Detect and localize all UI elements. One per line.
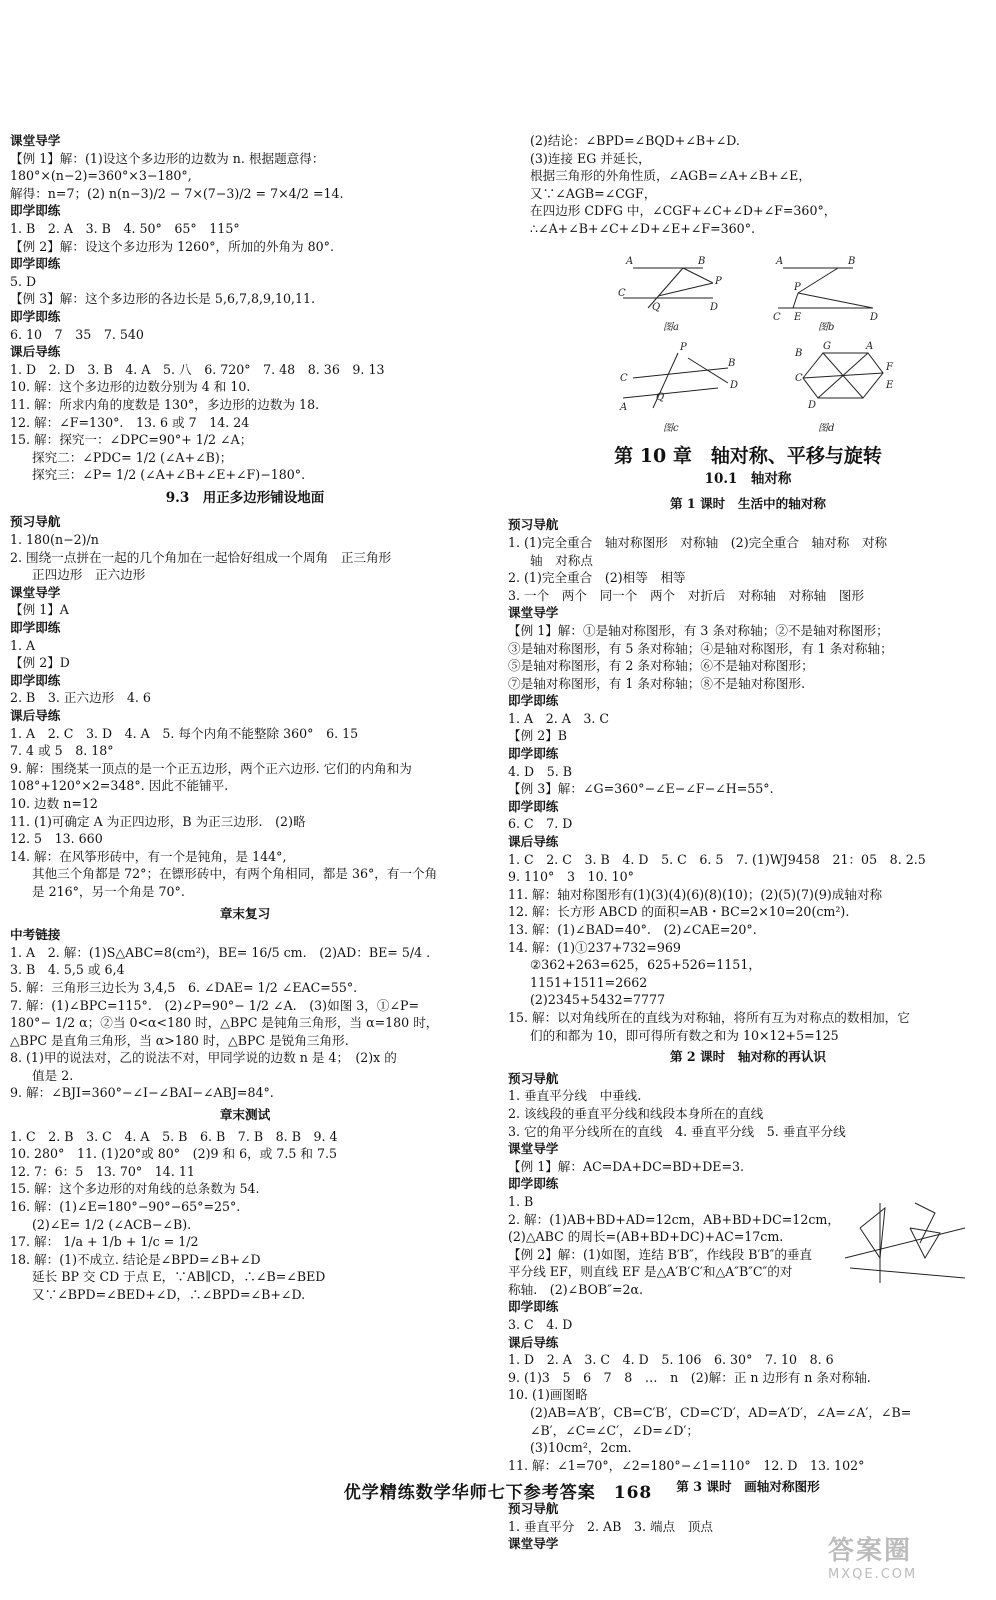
answer-line: 9. 110° 3 10. 10° [508, 869, 634, 885]
fig-d-label: D [808, 399, 817, 411]
section-heading: 预习导航 [508, 517, 559, 533]
section-heading: 即学即练 [10, 672, 61, 688]
answer-line: 【例 3】解：∠G=360°−∠E−∠F−∠H=55°. [508, 781, 774, 797]
answer-line: 平分线 EF，则直线 EF 是△A′B′C′和△A″B″C″的对 [508, 1264, 793, 1280]
answer-line: 5. 解：三角形三边长为 3,4,5 6. ∠DAE= 1/2 ∠EAC=55°. [10, 979, 358, 995]
fig-b-label: P [794, 281, 801, 293]
answer-line: ⑤是轴对称图形，有 2 条对称轴；⑥不是轴对称图形； [508, 658, 814, 674]
answer-line: 8. (1)甲的说法对，乙的说法不对，甲同学说的边数 n 是 4； (2)x 的 [10, 1050, 397, 1066]
answer-line: 4. D 5. B [508, 763, 572, 779]
section-heading: 预习导航 [508, 1070, 559, 1086]
answer-line: 2. (1)完全重合 (2)相等 相等 [508, 570, 686, 586]
answer-line: 【例 1】解：AC=DA+DC=BD+DE=3. [508, 1158, 745, 1174]
right-column [508, 132, 988, 1553]
section-heading: 预习导航 [10, 514, 61, 530]
answer-line: 180°− 1/2 α；②当 0<α<180 时，△BPC 是钝角三角形，当 α=180 时， [10, 1015, 439, 1031]
answer-line: ③是轴对称图形，有 5 条对称轴；④是轴对称图形，有 1 条对称轴； [508, 640, 893, 656]
answer-line: (2)AB=A′B′，CB=C′B′，CD=C′D′，AD=A′D′，∠A=∠A′，∠B= [530, 1405, 912, 1421]
answer-line: 们的和都为 10，即可得所有数之和为 10×12+5=125 [530, 1027, 839, 1043]
section-heading: 课后导练 [10, 708, 61, 723]
answer-line: 1. A 2. A 3. C [508, 710, 610, 726]
answer-line: 10. 解：这个多边形的边数分别为 4 和 10. [10, 379, 251, 395]
answer-line: 10. 边数 n=12 [10, 795, 98, 811]
fig-a-label: C [618, 287, 626, 299]
answer-line: 根据三角形的外角性质，∠AGB=∠A+∠B+∠E， [530, 168, 811, 184]
answer-line: 12. 5 13. 660 [10, 831, 103, 847]
section-heading: 课堂导学 [508, 1141, 559, 1157]
fig-c-label: D [730, 379, 739, 391]
answer-line: 15. 解：这个多边形的对角线的总条数为 54. [10, 1181, 260, 1197]
angle-figures [508, 238, 988, 438]
fig-d-label: B [795, 347, 803, 359]
fig-a-label: Q [652, 301, 661, 313]
answer-line: 值是 2. [32, 1067, 74, 1083]
section-title: 章末复习 [219, 905, 271, 921]
answer-line: △BPC 是直角三角形，当 α>180 时，△BPC 是锐角三角形. [10, 1032, 349, 1048]
answer-line: 【例 1】解：(1)设这个多边形的边数为 n. 根据题意得： [10, 150, 325, 166]
answer-line: 探究三：∠P= 1/2 (∠A+∠B+∠E+∠F)−180°. [32, 467, 306, 483]
answer-line: 解得：n=7；(2) n(n−3)/2 − 7×(7−3)/2 = 7×4/2 =14. [10, 185, 344, 201]
answer-line: 1. A [10, 637, 36, 653]
section-heading: 即学即练 [10, 308, 61, 324]
answer-line: (2)2345+5432=7777 [530, 992, 666, 1008]
fig-c-label: Q [656, 391, 665, 403]
answer-line: 是 216°，另一个角是 70°. [32, 883, 185, 899]
section-title: 9.3 用正多边形铺设地面 [165, 489, 325, 506]
section-heading: 即学即练 [508, 1176, 559, 1192]
fig-b-label: D [870, 311, 879, 323]
answer-line: 7. 4 或 5 8. 18° [10, 743, 114, 759]
answer-line: 12. 解：∠F=130°. 13. 6 或 7 14. 24 [10, 414, 250, 430]
answer-line: (3)10cm²，2cm. [530, 1440, 632, 1456]
section-heading: 即学即练 [508, 1299, 559, 1315]
answer-line: 【例 2】解：设这个多边形为 1260°，所加的外角为 80°. [10, 238, 334, 254]
answer-line: (2)结论：∠BPD=∠BQD+∠B+∠D. [530, 133, 740, 148]
answer-line: 1. A 2. C 3. D 4. A 5. 每个内角不能整除 360° 6. 15 [10, 725, 359, 741]
answer-line: 探究二：∠PDC= 1/2 (∠A+∠B)； [32, 449, 233, 465]
answer-line: 9. (1)3 5 6 7 8 … n (2)解：正 n 边形有 n 条对称轴. [508, 1369, 871, 1385]
fig-d-label: A [866, 340, 874, 352]
section-title: 第 1 课时 生活中的轴对称 [669, 495, 827, 511]
fig-a-label: B [698, 255, 706, 267]
watermark-line-1: 答案圈 [828, 1536, 913, 1566]
answer-line: 15. 解：以对角线所在的直线为对称轴，将所有互为对称点的数相加，它 [508, 1009, 910, 1025]
answer-line: 14. 解：(1)①237+732=969 [508, 939, 681, 955]
fig-d-label: C [795, 372, 803, 384]
fig-d-label: F [886, 361, 893, 373]
answer-line: 14. 解：在风筝形砖中，有一个是钝角，是 144°, [10, 848, 287, 864]
section-heading: 即学即练 [508, 693, 559, 709]
answer-line: 轴 对称点 [530, 552, 593, 568]
answer-line: 1. B [508, 1193, 534, 1209]
section-heading: 课后导练 [508, 834, 559, 850]
answer-line: (3)连接 EG 并延长， [530, 150, 651, 166]
section-heading: 即学即练 [10, 203, 61, 219]
answer-line: ∴∠A+∠B+∠C+∠D+∠E+∠F=360°. [530, 220, 755, 236]
answer-line: 3. B 4. 5,5 或 6,4 [10, 962, 125, 978]
answer-line: 1. C 2. B 3. C 4. A 5. B 6. B 7. B 8. B 9. 4 [10, 1128, 338, 1144]
watermark-line-2: MXQE.COM [828, 1567, 918, 1582]
section-heading: 即学即练 [10, 256, 61, 272]
answer-line: 3. C 4. D [508, 1317, 573, 1333]
answer-line: 【例 1】解：①是轴对称图形，有 3 条对称轴；②不是轴对称图形； [508, 622, 889, 638]
answer-line: 称轴. (2)∠BOB″=2α. [508, 1281, 644, 1297]
rotation-figure [840, 1198, 970, 1288]
fig-c-label: B [728, 357, 736, 369]
answer-line: 9. 解：围绕某一顶点的是一个正五边形，两个正六边形. 它们的内角和为 [10, 760, 412, 776]
answer-line: 【例 2】B [508, 728, 568, 744]
answer-line: 11. (1)可确定 A 为正四边形，B 为正三边形. (2)略 [10, 813, 306, 829]
right-bottom-text [508, 471, 988, 1553]
answer-line: 又∵∠AGB=∠CGF， [530, 185, 657, 201]
answer-line: 6. C 7. D [508, 816, 573, 832]
answer-line: 【例 2】解：(1)如图，连结 B′B″，作线段 B′B″的垂直 [508, 1246, 813, 1262]
section-title: 章末测试 [219, 1107, 271, 1123]
fig-a-label: A [626, 255, 634, 267]
answer-line: 2. 围绕一点拼在一起的几个角加在一起恰好组成一个周角 正三角形 [10, 549, 392, 565]
answer-line: 【例 2】D [10, 655, 70, 671]
fig-b-label: B [848, 255, 856, 267]
answer-line: 1. A 2. 解：(1)S△ABC=8(cm²)，BE= 16/5 cm. (2)AD：BE= 5/4 . [10, 944, 431, 960]
answer-line: (2)△ABC 的周长=(AB+BD+DC)+AC=17cm. [508, 1229, 784, 1245]
fig-c-label: C [620, 372, 628, 384]
answer-line: 12. 解：长方形 ABCD 的面积=AB・BC=2×10=20(cm²). [508, 904, 850, 920]
fig-b-label: A [776, 255, 784, 267]
answer-line: 3. 一个 两个 同一个 两个 对折后 对称轴 对称轴 图形 [508, 587, 865, 603]
section-heading: 课堂导学 [508, 1536, 559, 1552]
fig-a-label: P [715, 275, 722, 287]
answer-line: 11. 解：∠1=70°，∠2=180°−∠1=110° 12. D 13. 102° [508, 1457, 865, 1473]
answer-line: 在四边形 CDFG 中，∠CGF+∠C+∠D+∠F=360°， [530, 203, 837, 219]
fig-b-label: E [794, 311, 802, 323]
section-heading: 课后导练 [10, 344, 61, 360]
answer-line: 11. 解：轴对称图形有(1)(3)(4)(6)(8)(10)；(2)(5)(7)(9)成轴对称 [508, 886, 883, 902]
answer-line: 其他三个角都是 72°；在镖形砖中，有两个角相同，都是 36°，有一个角 [32, 866, 438, 882]
answer-line: 10. (1)画图略 [508, 1387, 588, 1403]
fig-d-caption: 图d [818, 422, 835, 434]
section-title: 第 3 课时 画轴对称图形 [676, 1479, 820, 1495]
answer-line: 延长 BP 交 CD 于点 E，∵AB∥CD，∴∠B=∠BED [32, 1269, 326, 1285]
left-column [10, 132, 480, 1304]
answer-line: 3. 它的角平分线所在的直线 4. 垂直平分线 5. 垂直平分线 [508, 1123, 846, 1139]
watermark-logo [828, 1530, 978, 1590]
answer-line: ②362+263=625，625+526=1151， [530, 957, 761, 973]
section-heading: 即学即练 [508, 746, 559, 762]
answer-line: 108°+120°×2=348°. 因此不能铺平. [10, 778, 229, 794]
answer-line: 13. 解：(1)∠BAD=40°. (2)∠CAE=20°. [508, 922, 757, 937]
answer-line: 6. 10 7 35 7. 540 [10, 326, 144, 342]
section-heading: 课堂导学 [508, 605, 559, 621]
answer-line: 15. 解：探究一：∠DPC=90°+ 1/2 ∠A； [10, 432, 253, 448]
answer-line: ⑦是轴对称图形，有 1 条对称轴；⑧不是轴对称图形. [508, 675, 806, 691]
fig-c-caption: 图c [663, 422, 679, 434]
fig-c-label: A [620, 401, 628, 413]
answer-line: 1. (1)完全重合 轴对称图形 对称轴 (2)完全重合 轴对称 对称 [508, 534, 888, 550]
answer-line: 1. C 2. C 3. B 4. D 5. C 6. 5 7. (1)WJ9458 21：05 8. 2.5 [508, 851, 926, 867]
section-title: 第 2 课时 轴对称的再认识 [669, 1049, 827, 1065]
page-footer: 优学精练数学华师七下参考答案 168 [343, 1483, 653, 1503]
answer-line: 1. 180(n−2)/n [10, 532, 99, 548]
answer-line: 5. D [10, 273, 37, 289]
answer-line: 1151+1511=2662 [530, 974, 648, 990]
answer-line: 又∵∠BPD=∠BED+∠D，∴∠BPD=∠B+∠D. [32, 1287, 306, 1302]
fig-d-label: E [886, 379, 894, 391]
fig-b-label: C [773, 311, 781, 323]
answer-line: (2)∠E= 1/2 (∠ACB−∠B). [32, 1216, 192, 1232]
answer-line: 【例 3】解：这个多边形的各边长是 5,6,7,8,9,10,11. [10, 291, 316, 307]
fig-a-label: D [710, 301, 719, 313]
answer-line: 10. 280° 11. (1)20°或 80° (2)9 和 6，或 7.5 和 7.5 [10, 1146, 337, 1162]
fig-c-label: P [680, 341, 687, 353]
answer-line: 17. 解： 1/a + 1/b + 1/c = 1/2 [10, 1234, 199, 1250]
answer-line: 1. 垂直平分线 中垂线. [508, 1088, 642, 1104]
answer-line: 11. 解：所求内角的度数是 130°，多边形的边数为 18. [10, 396, 320, 412]
section-heading: 即学即练 [508, 798, 559, 814]
answer-line: 【例 1】A [10, 602, 69, 618]
section-heading: 即学即练 [10, 620, 61, 636]
answer-line: 1. D 2. A 3. C 4. D 5. 106 6. 30° 7. 10 8. 6 [508, 1352, 834, 1368]
answer-line: 2. B 3. 正六边形 4. 6 [10, 690, 151, 706]
fig-a-caption: 图a [663, 321, 679, 333]
answer-line: 1. B 2. A 3. B 4. 50° 65° 115° [10, 220, 240, 236]
section-title: 10.1 轴对称 [704, 471, 792, 488]
angle-figures-svg [618, 238, 898, 438]
section-heading: 预习导航 [508, 1501, 559, 1516]
fig-b-caption: 图b [818, 321, 835, 333]
answer-line: 1. 垂直平分 2. AB 3. 端点 顶点 [508, 1518, 713, 1534]
section-heading: 课堂导学 [10, 584, 61, 600]
answer-line: 正四边形 正六边形 [32, 567, 146, 583]
section-heading: 课后导练 [508, 1334, 559, 1350]
right-top-text [508, 132, 988, 238]
section-heading: 中考链接 [10, 927, 61, 943]
chapter-title: 第 10 章 轴对称、平移与旋转 [614, 444, 882, 467]
answer-line: 2. 该线段的垂直平分线和线段本身所在的直线 [508, 1105, 764, 1121]
answer-line: 12. 7：6：5 13. 70° 14. 11 [10, 1163, 195, 1179]
answer-line: 1. D 2. D 3. B 4. A 5. 八 6. 720° 7. 48 8. 36 9. 13 [10, 361, 385, 377]
answer-line: 7. 解：(1)∠BPC=115°. (2)∠P=90°− 1/2 ∠A. (3)如图 3，①∠P= [10, 997, 420, 1013]
answer-line: 16. 解：(1)∠E=180°−90°−65°=25°. [10, 1199, 241, 1215]
answer-line: 180°×(n−2)=360°×3−180°, [10, 168, 192, 184]
fig-d-label: G [823, 340, 831, 352]
answer-line: 18. 解：(1)不成立. 结论是∠BPD=∠B+∠D [10, 1251, 261, 1267]
answer-line: 2. 解：(1)AB+BD+AD=12cm，AB+BD+DC=12cm， [508, 1211, 840, 1227]
answer-line: ∠B′，∠C=∠C′，∠D=∠D′； [530, 1422, 699, 1438]
section-heading: 课堂导学 [10, 133, 61, 148]
answer-line: 9. 解：∠BJI=360°−∠I−∠BAI−∠ABJ=84°. [10, 1085, 274, 1101]
